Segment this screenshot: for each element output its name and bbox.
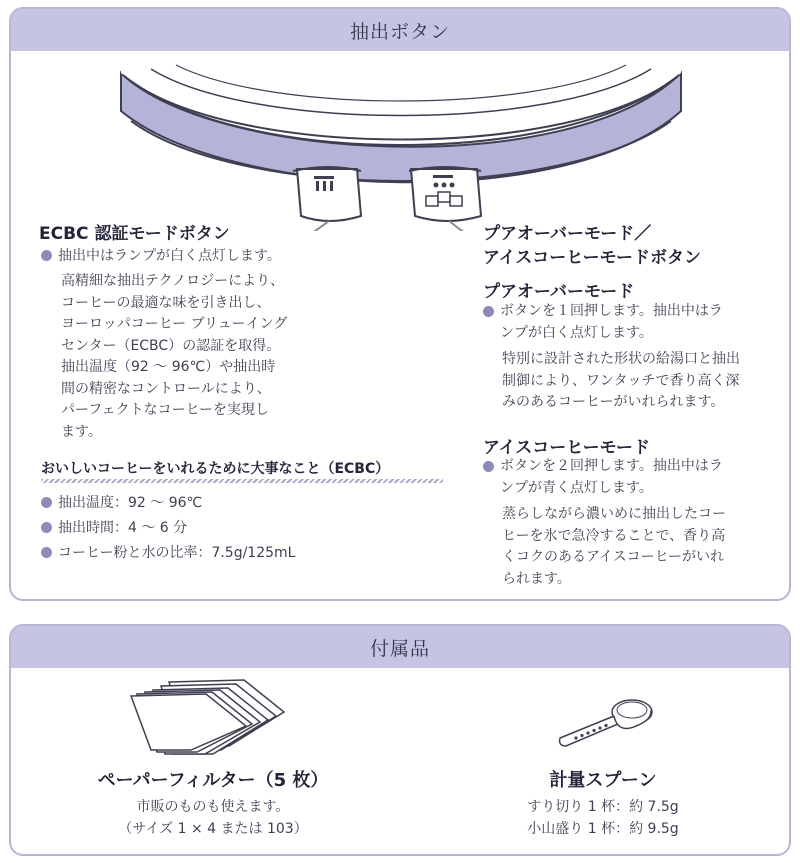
pourover-description: 特別に設計された形状の給湯口と抽出 制御により、ワンタッチで香り高く深 みのあるコーヒーがいれられます。 [502,351,740,410]
wavy-underline [41,479,443,483]
tips-item-ratio: コーヒー粉と水の比率：7.5g/125mL [58,545,296,561]
extraction-buttons-panel [9,7,791,601]
tips-item [41,517,187,537]
panel-title-extraction-buttons: 抽出ボタン [11,9,789,51]
dual-mode-heading-line2: アイスコーヒーモードボタン [483,248,701,268]
machine-illustration [11,51,791,231]
paper-filter-icon [129,676,289,756]
pourover-bullet-text: ボタンを１回押します。抽出中はラ ンプが白く点灯します。 [500,303,723,341]
iced-bullet [483,456,723,499]
tips-item-temperature: 抽出温度：92 ～ 96℃ [58,495,203,511]
paper-filter-note2: （サイズ 1 × 4 または 103） [118,821,308,837]
accessories-panel [9,624,791,856]
measuring-spoon-icon [556,694,656,750]
iced-heading: アイスコーヒーモード [483,438,650,458]
bullet-dot-icon [41,522,52,533]
bullet-dot-icon [483,461,494,472]
ecbc-mode-heading: ECBC 認証モードボタン [39,224,230,244]
measuring-spoon-name: 計量スプーン [549,770,657,791]
tips-item [41,542,295,562]
measuring-spoon-heaped: 小山盛り 1 杯：約 9.5g [527,821,679,837]
bullet-dot-icon [41,547,52,558]
panel-title-accessories: 付属品 [11,626,789,668]
paper-filter-name: ペーパーフィルター（5 枚） [97,770,329,791]
ecbc-bullet-text: 抽出中はランプが白く点灯します。 [58,248,281,264]
tips-item-time: 抽出時間：4 ～ 6 分 [58,520,188,536]
iced-description: 蒸らしながら濃いめに抽出したコー ヒーを氷で急冷することで、香り高 くコクのあるアイスコーヒーがいれ られます。 [502,506,726,587]
bullet-dot-icon [41,250,52,261]
bullet-dot-icon [483,306,494,317]
pourover-bullet [483,301,723,344]
dual-mode-heading-line1: プアオーバーモード／ [483,224,652,244]
bullet-dot-icon [41,497,52,508]
ecbc-button-icon [293,167,361,221]
tips-heading: おいしいコーヒーをいれるために大事なこと（ECBC） [41,461,390,477]
ecbc-description: 高精細な抽出テクノロジーにより、 コーヒーの最適な味を引き出し、 ヨーロッパコーヒー ブリューイング センター（ECBC）の認証を取得。 抽出温度（92 ～ 96℃）や抽出時 間の精密なコントロールにより、 パーフェクトなコーヒーを実現し ます。 [61,273,288,440]
paper-filter-note1: 市販のものも使えます。 [136,799,290,815]
ecbc-bullet [41,245,281,265]
measuring-spoon-level: すり切り 1 杯：約 7.5g [527,799,679,815]
pourover-iced-button-icon [409,167,481,221]
iced-bullet-text: ボタンを２回押します。抽出中はラ ンプが青く点灯します。 [500,458,723,496]
tips-item [41,492,202,512]
pourover-heading: プアオーバーモード [483,282,635,302]
